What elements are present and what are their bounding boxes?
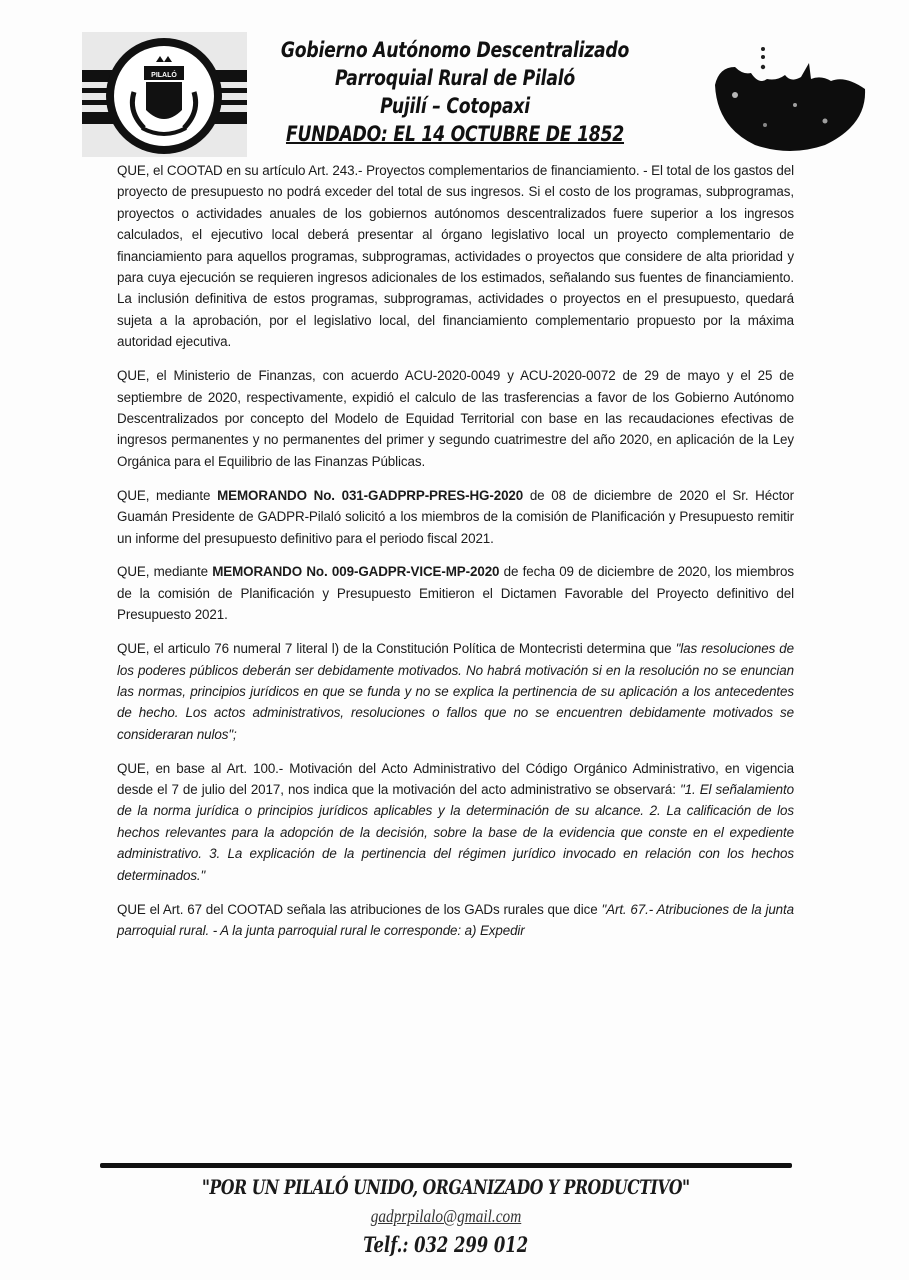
legal-quote: "Art. 67.- Atribuciones de la junta parroquial rural. - A la junta parroquial rural le corresponde: a) Expedir [117,901,794,938]
considerando-paragraph [117,758,794,886]
letterhead [0,0,909,165]
institution-heading [279,36,632,148]
letterhead-footer [100,1172,792,1260]
paragraph-text: QUE, mediante [117,564,213,580]
institution-name: Gobierno Autónomo Descentralizado [280,38,630,62]
founded-date: FUNDADO: EL 14 OCTUBRE DE 1852 [285,122,625,146]
parish-coat-of-arms-logo [82,32,247,157]
legal-quote: "las resoluciones de los poderes públicos deberán ser debidamente motivados. No habrá motivación si en la resolución no se enuncian las normas, principios jurídicos en que se funda y no se explica la pertinencia de su aplicación a los antecedentes de hecho. Los actos administrativos, resoluciones o fallos que no se encuentren debidamente motivados se consideraran nulos"; [117,641,795,742]
footer-email-link[interactable]: gadprpilalo@gmail.com [370,1206,522,1226]
footer-divider [100,1163,792,1168]
considerando-paragraph [117,638,794,745]
parish-name: Parroquial Rural de Pilaló [335,66,575,90]
considerando-paragraph [117,365,794,472]
considerando-paragraph [117,561,794,625]
considerando-paragraph [117,160,794,353]
logo-label: PILALÓ [151,72,177,79]
memo-reference: MEMORANDO No. 009-GADPR-VICE-MP-2020 [212,564,500,580]
footer-motto: "POR UN PILALÓ UNIDO, ORGANIZADO Y PRODUCTIVO" [202,1175,690,1199]
considerando-paragraph [117,899,794,942]
document-body [117,160,794,954]
considerando-paragraph [117,485,794,549]
paragraph-text: QUE, el articulo 76 numeral 7 literal l) de la Constitución Política de Montecristi determina que [117,641,676,657]
paragraph-text: QUE, en base al Art. 100.- Motivación del Acto Administrativo del Código Orgánico Administrativo, en vigencia desde el 7 de julio del 2017, nos indica que la motivación del acto administrativo se observará: [117,760,794,798]
paragraph-text: de fecha 09 de diciembre de 2020, los miembros de la comisión de Planificación y Presupuesto Emitieron el Dictamen Favorable del Proyecto definitivo del Presupuesto 2021. [117,564,794,623]
footer-phone: Telf.: 032 299 012 [363,1232,529,1257]
legal-quote: "1. El señalamiento de la norma jurídica o principios jurídicos aplicables y la determinación de su alcance. 2. La calificación de los hechos relevantes para la adopción de la decisión, sobre la base de la evidencia que conste en el expediente administrativo. 3. La explicación de la pertinencia del régimen jurídico invocado en relación con los hechos determinados." [117,782,794,883]
landscape-emblem-logo [705,45,875,155]
paragraph-text: de 08 de diciembre de 2020 el Sr. Héctor Guamán Presidente de GADPR-Pilaló solicitó a los miembros de la comisión de Planificación y Presupuesto remitir un informe del presupuesto definitivo para el periodo fiscal 2021. [117,487,794,546]
memo-reference: MEMORANDO No. 031-GADPRP-PRES-HG-2020 [217,487,524,503]
paragraph-text: QUE, mediante [117,487,218,503]
location: Pujilí – Cotopaxi [380,94,530,118]
paragraph-text: QUE, el COOTAD en su artículo Art. 243.- Proyectos complementarios de financiamiento. - El total de los gastos del proyecto de presupuesto no podrá exceder del total de sus ingresos. Si el costo de los programas, subprogramas, proyectos o actividades anuales de los gobiernos autónomos descentralizados fuere superior a los ingresos calculados, el ejecutivo local deberá presentar al órgano legislativo local un proyecto complementario de financiamiento para aquellos programas, subprogramas, actividades o proyectos que considere de alta prioridad y para cuya ejecución se requieren ingresos adicionales de los estimados, señalando sus fuentes de financiamiento. La inclusión definitiva de estos programas, subprogramas, actividades o proyectos en el presupuesto, quedará sujeta a la aprobación, por el legislativo local, del financiamiento complementario propuesto por la máxima autoridad ejecutiva. [117,163,794,350]
paragraph-text: QUE, el Ministerio de Finanzas, con acuerdo ACU-2020-0049 y ACU-2020-0072 de 29 de mayo y el 25 de septiembre de 2020, respectivamente, expidió el calculo de las trasferencias a favor de los Gobierno Autónomo Descentralizados por concepto del Modelo de Equidad Territorial con base en las recaudaciones efectivas de ingresos permanentes y no permanentes del primer y segundo cuatrimestre del año 2020, en aplicación de la Ley Orgánica para el Equilibrio de las Finanzas Públicas. [117,368,794,469]
paragraph-text: QUE el Art. 67 del COOTAD señala las atribuciones de los GADs rurales que dice [117,901,602,917]
